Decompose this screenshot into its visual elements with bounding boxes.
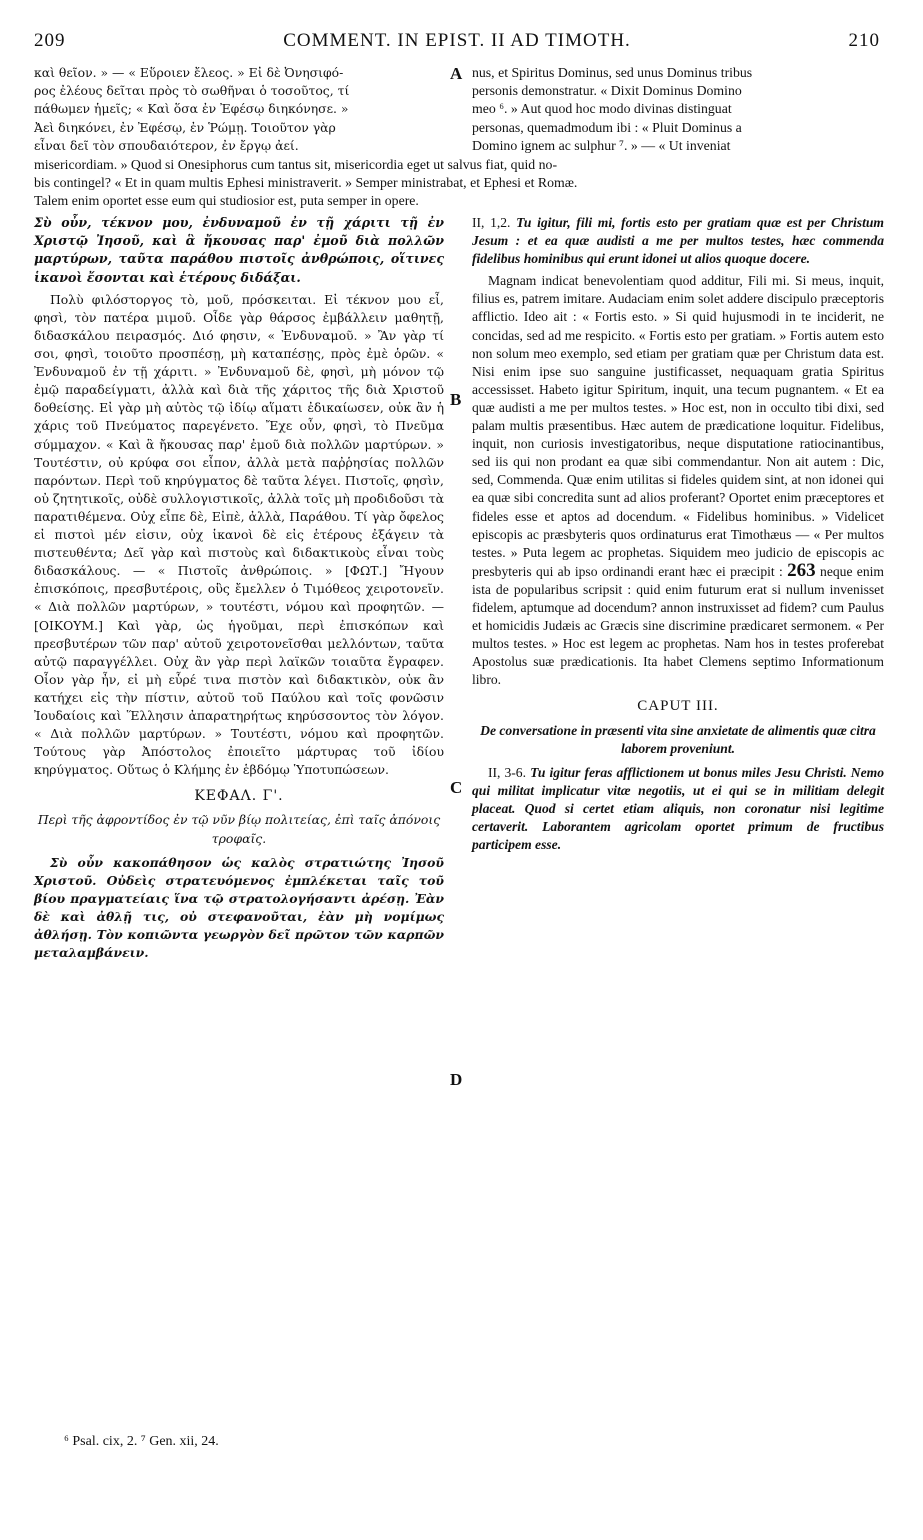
top-latin-line: personis demonstratur. « Dixit Dominus Domino (472, 83, 742, 99)
top-greek-block (34, 64, 444, 155)
running-title: COMMENT. IN EPIST. II AD TIMOTH. (283, 30, 631, 51)
page-marker-number: 263 (787, 559, 816, 581)
top-greek-line: πάθωμεν ἡμεῖς; « Καὶ ὅσα ἐν Ἐφέσῳ διηκόνησε. » (34, 101, 349, 117)
verse-greek: Σὺ οὖν, τέκνον μου, ἐνδυναμοῦ ἐν τῇ χάριτι τῇ ἐν Χριστῷ Ἰησοῦ, καὶ ἃ ἤκουσας παρ' ἐμοῦ διὰ πολλῶν μαρτύρων, ταῦτα παράθου πιστοῖς ἀνθρώποις, οἵτινες ἱκανοὶ ἔσονται καὶ ἑτέρους διδάξαι. (34, 215, 444, 285)
verse-latin-block (472, 214, 884, 268)
verse-latin: Tu igitur, fili mi, fortis esto per gratiam quæ est per Christum Jesum : et ea quæ audisti a me per multos testes, hæc commenda fidelibus hominibus qui erunt idonei ut alios quoque docere. (472, 215, 884, 267)
full-width-block (34, 156, 884, 211)
verse2-latin: Tu igitur feras afflictionem ut bonus miles Jesu Christi. Nemo qui militat implicatur vitæ negotiis, ut ei qui se in militiam delegit placeat. Quod si certet etiam aliquis, non coronatur nisi legitime certaverit. Laborantem agricolam oportet primum de fructibus participem esse. (472, 764, 885, 853)
greek-commentary: Πολὺ φιλόστοργος τὸ, μοῦ, πρόσκειται. Εἰ τέκνον μου εἶ, φησὶ, τὸν πατέρα μιμοῦ. Οἶδε γὰρ θάρσος ἐμβάλλειν μαθητῇ, διδασκάλου πειρασμός. Διό φησιν, « Ἐνδυναμοῦ. » Ἂν γὰρ τί σοι, φησὶ, τοιοῦτο προσπέσῃ, μὴ καταπέσῃς, πρὸς ἐμὲ ὁρῶν. « Ἐνδυναμοῦ ἐν τῇ χάριτι. » Ἐνδυναμοῦ δὲ, φησὶ, μὴ μόνον τῷ ἐμῷ παραδείγματι, ἀλλὰ καὶ διὰ τῆς χάριτος τῆς διὰ Χριστοῦ δοθείσης. Εἰ γὰρ μὴ αὐτὸς τῷ ἰδίῳ αἵματι ἐδικαίωσεν, οὐκ ἂν ἡ χάρις τοῦ Πνεύματος παρεγένετο. Ἔχε οὖν, φησὶ, τὸ Πνεῦμα σύμμαχον. « Καὶ ἃ ἤκουσας παρ' ἐμοῦ διὰ πολλῶν μαρτύρων. » Τουτέστιν, οὐ κρύφα σοι εἶπον, ἀλλὰ μετὰ παῤῥησίας πολλῶν παρόντων. Περὶ τοῦ κηρύγματος δὲ ταῦτα λέγει. Πιστοῖς, φησὶν, οὐ ζητητικοῖς, οὐδὲ συλλογιστικοῖς, ἀλλὰ τοῖς μὴ προδιδοῦσι τὰ παρατιθέμενα. Οὐχ εἶπε δὲ, Εἰπὲ, ἀλλὰ, Παράθου. Τί γὰρ ὄφελος εἰ πιστοὶ μέν εἰσιν, οὐχ ἱκανοὶ δὲ εἰς ἑτέρους ἐξάγειν τὰ πιστευθέντα; Δεῖ γὰρ καὶ πιστοὺς καὶ διδακτικοὺς εἶναι τοὺς διδασκάλους. — « Πιστοῖς ἀνθρώποις. » [ΦΩΤ.] Ἤγουν ἐπισκόποις, πρεσβυτέροις, οὓς ἔμελλεν ὁ Τιμόθεος χειροτονεῖν. « Διὰ πολλῶν μαρτύρων, » τουτέστι, νόμου καὶ προφητῶν. — [ΟΙΚΟΥΜ.] Καὶ γὰρ, ὡς ἡγοῦμαι, περὶ ἐπισκόπων καὶ πρεσβυτέρων τῶν παρ' αὐτοῦ χειροτονεῖσθαι μελλόντων, ταῦτα αὐτῷ παραγγέλλει. Οὐχ ἂν γὰρ περὶ λαϊκῶν τοιαῦτα ἔγραφεν. Οἷον γὰρ ἦν, εἰ μὴ εὗρέ τινα πιστὸν καὶ διδακτικὸν, οὐκ ἂν κατήχει εἰς τὴν πίστιν, αὐτοῦ τοῦ Παύλου καὶ τοῖς φονῶσιν Ἰουδαίοις καὶ Ἕλλησιν ἀπαρατηρήτως κηρύσσοντος τὸν λόγον. « Διὰ πολλῶν μαρτύρων. » Τουτέστι, νόμου καὶ προφητῶν. Τούτους γὰρ Ἀπόστολος ἐποιεῖτο μάρτυρας τοῦ ἰδίου κηρύγματος. Οὕτως ὁ Κλήμης ἐν ἑβδόμῳ Ὑποτυπώσεων. (34, 291, 444, 778)
margin-marker-d: D (450, 1070, 463, 1089)
footnotes: ⁶ Psal. cix, 2. ⁷ Gen. xii, 24. (64, 1434, 219, 1449)
top-latin-line: Domino ignem ac sulphur ⁷. » — « Ut inveniat (472, 137, 731, 153)
verse2-greek: Σὺ οὖν κακοπάθησον ὡς καλὸς στρατιώτης Ἰησοῦ Χριστοῦ. Οὐδεὶς στρατευόμενος ἐμπλέκεται ταῖς τοῦ βίου πραγματείαις ἵνα τῷ στρατολογήσαντι ἀρέσῃ. Ἐὰν δὲ καὶ ἀθλῇ τις, οὐ στεφανοῦται, ἐὰν μὴ νομίμως ἀθλήσῃ. Τὸν κοπιῶντα γεωργὸν δεῖ πρῶτον τῶν καρπῶν μεταλαμβάνειν. (34, 854, 444, 961)
top-greek-line: ρος ἐλέους δεῖται πρὸς τὸ σωθῆναι ὁ τοσοῦτος, τί (34, 83, 350, 99)
latin-commentary-part1: Magnam indicat benevolentiam quod additur, Fili mi. Si meus, inquit, filius es, patrem imitare. Audaciam enim solet addere discipulo præceptoris afflictio. Ideo ait : « Fortis esto. » Si quid hujusmodi in te inciderit, ne concidas, sed ad me respicito. « Fortis esto per gratiam. » Fortis autem esto non solum meo exemplo, sed etiam per gratiam quæ per Christum data est. Nisi enim ipse suo sanguine justificasset, nequaquam gratia Spiritus accessisset. Habeto igitur Spiritum, inquit, una tecum pugnantem. « Et ea quæ audisti a me per multos testes. » Hoc est, non in occulto tibi dixi, sed palam multis præsentibus. Hæc autem de prædicatione loquitur. Fidelibus, inquit, non curiosis investigatoribus, neque disputatione ratiocinantibus, sed iis qui non prodant ea quæ sibi commendantur. Non ait autem : Dic, sed, Commenda. Quæ enim utilitas si fideles quidem sint, at non idonei qui ea quæ sibi concredita sunt ad alios proferant? Oportet enim præceptores et fideles esse et aptos ad docendum. « Fidelibus hominibus. » Videlicet episcopis ac præsbyteris quos ordinaturus erat Timothæus — « Per multos testes. » Puta legem ac prophetas. Siquidem meo judicio de episcopis ac presbyteris qui ab ipso ordinandi erant hæc ei præcipit : (472, 273, 884, 579)
greek-chapter-title: ΚΕΦΑΛ. Γ'. (194, 788, 284, 805)
left-page-number: 209 (34, 30, 66, 51)
verse2-latin-block (472, 764, 884, 854)
latin-commentary-part2: neque enim ista de popularibus scripsit : quid enim futurum erat si nullum invenisset fidelem, aptumque ad docendum? annon instruxisset ad fidem? cum Paulus et homicidis Judæis ac Græcis sine discrimine prædicaret sermonem. « Per multos testes. » Hoc est legem ac prophetas. Nam hos in testes proferebat Apostolus suæ prædicationis. Ita habet Clemens septimo Informationum libro. (472, 563, 884, 688)
full-width-line: bis contingel? « Et in quam multis Ephesi ministraverit. » Semper ministrabat, et Ephesi et Romæ. (34, 175, 578, 191)
latin-commentary (472, 272, 884, 689)
margin-marker-a: A (450, 64, 463, 83)
full-width-line: misericordiam. » Quod si Onesiphorus cum tantus sit, misericordia eget ut salvus fiat, quid no- (34, 157, 558, 172)
top-greek-line: Ἀεὶ διηκόνει, ἐν Ἐφέσῳ, ἐν Ῥώμῃ. Τοιοῦτον γὰρ (34, 119, 336, 135)
margin-marker-b: B (450, 390, 462, 409)
full-width-line: Talem enim oportet esse eum qui studiosior est, puta semper in opere. (34, 193, 419, 209)
top-greek-line: εἶναι δεῖ τὸν σπουδαιότερον, ἐν ἔργῳ ἀεί. (34, 137, 299, 153)
right-page-number: 210 (848, 30, 880, 51)
greek-chapter-subtitle: Περὶ τῆς ἀφροντίδος ἐν τῷ νῦν βίῳ πολιτείας, ἐπὶ ταῖς ἀπόνοις τροφαῖς. (37, 812, 441, 846)
verse-reference: II, 1,2. (472, 215, 511, 230)
top-latin-block (472, 64, 884, 155)
latin-chapter-subtitle: De conversatione in præsenti vita sine anxietate de alimentis quæ citra laborem proveniunt. (480, 722, 876, 756)
top-greek-line: καὶ θεῖον. » — « Εὕροιεν ἔλεος. » Εἰ δὲ Ὀνησιφό- (34, 65, 344, 80)
margin-marker-c: C (450, 778, 463, 797)
page-header (34, 30, 880, 60)
verse2-reference: II, 3-6. (488, 764, 527, 780)
top-latin-line: personas, quemadmodum ibi : « Pluit Dominus a (472, 119, 742, 135)
latin-chapter-title: CAPUT III. (637, 698, 719, 715)
right-column (472, 214, 884, 854)
top-latin-line: nus, et Spiritus Dominus, sed unus Dominus tribus (472, 65, 753, 80)
left-column (34, 214, 444, 962)
top-latin-line: meo ⁶. » Aut quod hoc modo divinas distinguat (472, 101, 732, 117)
